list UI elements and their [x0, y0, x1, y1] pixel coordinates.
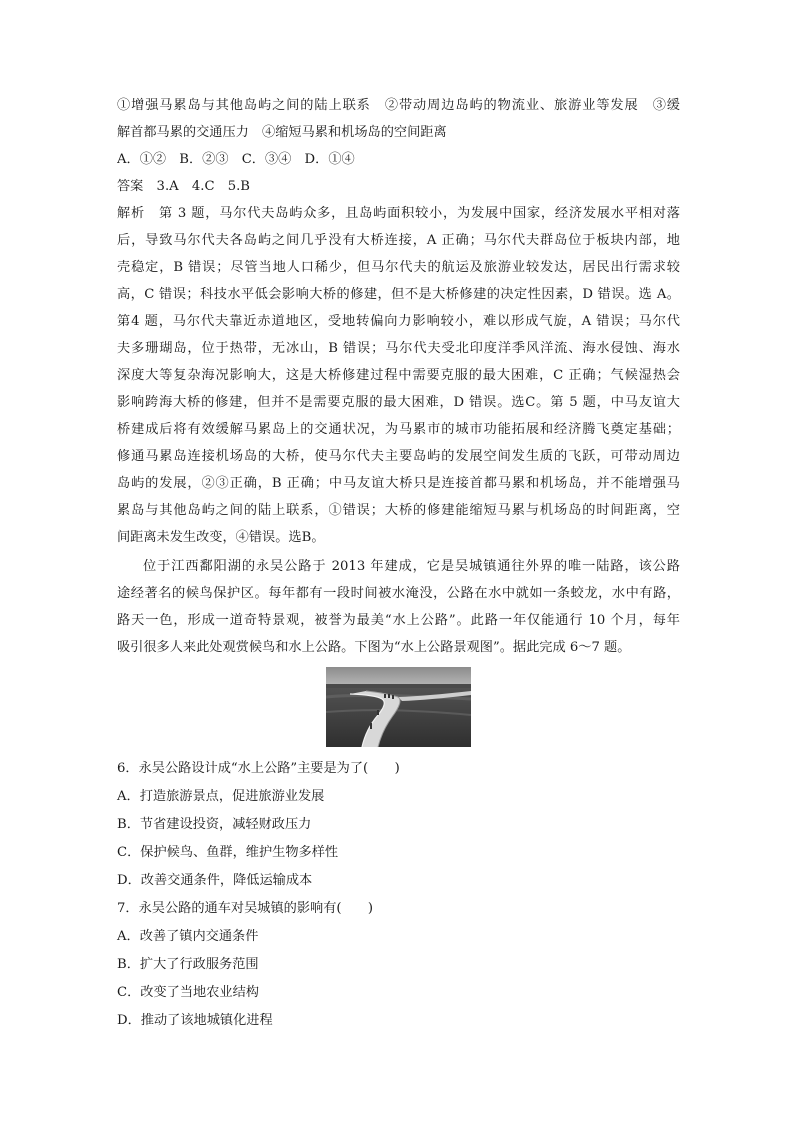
question-6-option-d: D．改善交通条件，降低运输成本: [117, 873, 313, 888]
question-7-option-a: A．改善了镇内交通条件: [117, 929, 259, 944]
reading-passage: [117, 553, 680, 661]
analysis-line: 深度大等复杂海况影响大，这是大桥修建过程中需要克服的最大困难，C 正确；气候湿热会: [117, 368, 680, 383]
passage-line: 位于江西鄱阳湖的永吴公路于 2013 年建成，它是吴城镇通往外界的唯一陆路，该公路: [143, 559, 680, 574]
question-6: [117, 755, 680, 895]
water-road-photo-graphic: [326, 667, 471, 747]
analysis-line: 影响跨海大桥的修建，但并不是需要克服的最大困难，D 错误。选C。第 5 题，中马友谊大: [117, 395, 680, 410]
question-5-options: A．①② B．②③ C．③④ D．①④: [117, 152, 355, 167]
answer-line: 答案 3.A 4.C 5.B: [117, 179, 250, 194]
analysis-line: 壳稳定，B 错误；尽管当地人口稀少，但马尔代夫的航运及旅游业较发达，居民出行需求较: [117, 260, 680, 275]
question-6-option-a: A．打造旅游景点，促进旅游业发展: [117, 789, 325, 804]
passage-line: 吸引很多人来此处观赏候鸟和水上公路。下图为“水上公路景观图”。据此完成 6～7 题。: [117, 640, 631, 655]
question-5-statements: [117, 92, 680, 173]
water-road-photo: [326, 667, 471, 747]
question-6-option-c: C．保护候鸟、鱼群，维护生物多样性: [117, 845, 339, 860]
question-7-option-c: C．改变了当地农业结构: [117, 985, 259, 1000]
question-6-option-b: B．节省建设投资，减轻财政压力: [117, 817, 312, 832]
analysis-line: 后，导致马尔代夫各岛屿之间几乎没有大桥连接，A 正确；马尔代夫群岛位于板块内部，地: [117, 233, 680, 248]
analysis-line: 高，C 错误；科技水平低会影响大桥的修建，但不是大桥修建的决定性因素，D 错误。选 A。: [117, 287, 680, 302]
analysis-line: 岛屿的发展，②③正确，B 正确；中马友谊大桥只是连接首都马累和机场岛，并不能增强马: [117, 476, 680, 491]
statement-line: ①增强马累岛与其他岛屿之间的陆上联系 ②带动周边岛屿的物流业、旅游业等发展 ③缓: [117, 98, 680, 113]
analysis-line: 桥建成后将有效缓解马累岛上的交通状况，为马累市的城市功能拓展和经济腾飞奠定基础；: [117, 422, 680, 437]
question-7-option-d: D．推动了该地城镇化进程: [117, 1013, 273, 1028]
document-page: [117, 92, 680, 1035]
analysis-section: [117, 200, 680, 551]
analysis-line: 累岛与其他岛屿之间的陆上联系，①错误；大桥的修建能缩短马累与机场岛的时间距离，空: [117, 503, 680, 518]
question-7-title: 7．永吴公路的通车对吴城镇的影响有( ): [117, 901, 374, 916]
passage-line: 路天一色，形成一道奇特景观，被誉为最美“水上公路”。此路一年仅能通行 10 个月，每年: [117, 613, 680, 628]
analysis-line: 第4 题，马尔代夫靠近赤道地区，受地转偏向力影响较小，难以形成气旋，A 错误；马尔代: [117, 314, 680, 329]
question-6-title: 6．永吴公路设计成“水上公路”主要是为了( ): [117, 761, 400, 776]
analysis-line: 解析 第 3 题，马尔代夫岛屿众多，且岛屿面积较小，为发展中国家，经济发展水平相对落: [117, 206, 680, 221]
question-7-option-b: B．扩大了行政服务范围: [117, 957, 259, 972]
analysis-line: 间距离未发生改变，④错误。选B。: [117, 530, 325, 545]
analysis-line: 修通马累岛连接机场岛的大桥，使马尔代夫主要岛屿的发展空间发生质的飞跃，可带动周边: [117, 449, 680, 464]
statement-line: 解首都马累的交通压力 ④缩短马累和机场岛的空间距离: [117, 125, 447, 140]
passage-line: 途经著名的候鸟保护区。每年都有一段时间被水淹没，公路在水中就如一条蛟龙，水中有路，: [117, 586, 680, 601]
question-7: [117, 895, 680, 1035]
analysis-line: 夫多珊瑚岛，位于热带，无冰山，B 错误；马尔代夫受北印度洋季风洋流、海水侵蚀、海水: [117, 341, 680, 356]
